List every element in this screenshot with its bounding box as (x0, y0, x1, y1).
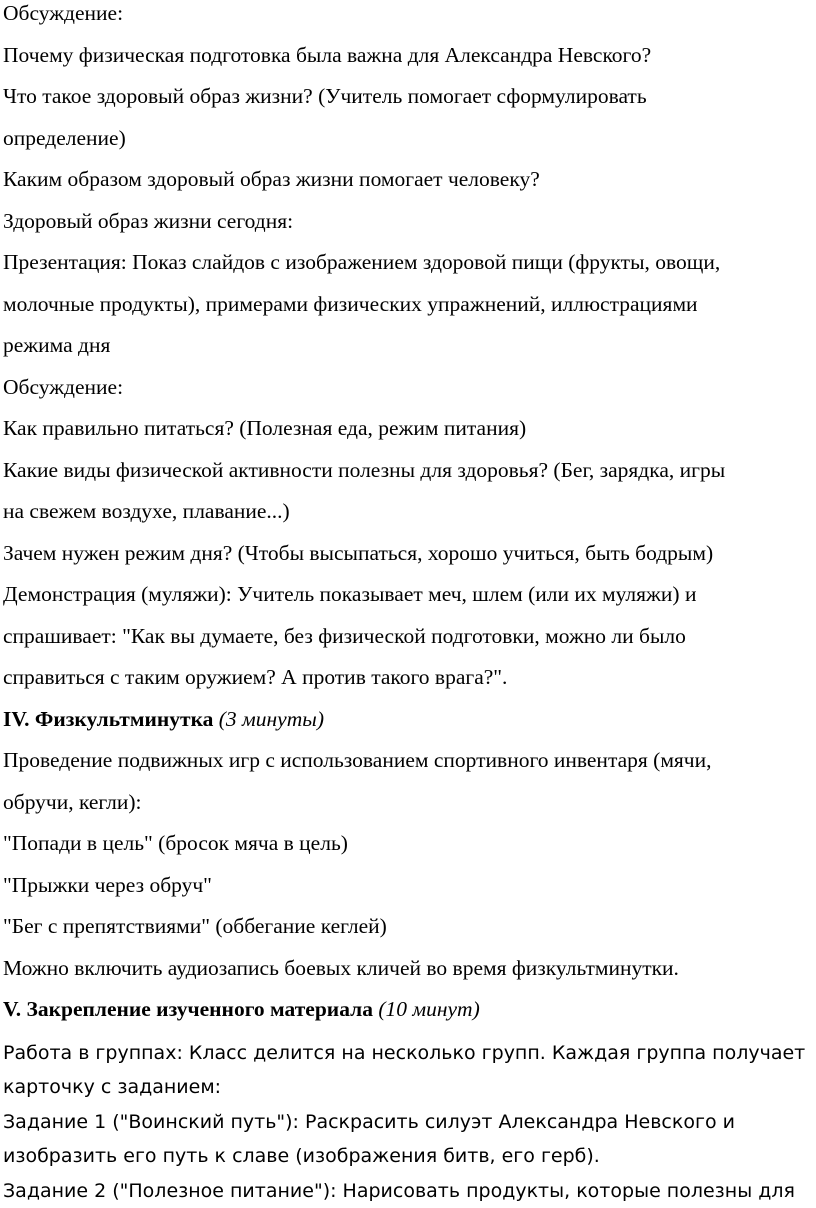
text-line: "Прыжки через обруч" (3, 872, 212, 897)
text-line: режима дня (3, 333, 111, 357)
text-line: Задание 2 ("Полезное питание"): Нарисовать продукты, которые полезны для (3, 1179, 795, 1202)
section-5-heading (0, 989, 816, 1031)
section-4-heading (0, 699, 816, 741)
text-line: на свежем воздухе, плавание...) (3, 499, 290, 523)
text-line: Обсуждение: (3, 374, 124, 399)
section-5 (0, 989, 816, 1208)
text-line: "Бег с препятствиями" (оббегание кеглей) (3, 914, 387, 938)
text-line: Какие виды физической активности полезны для здоровья? (Бег, зарядка, игры (3, 457, 726, 482)
group-work-block (0, 1036, 816, 1208)
text-line: Обсуждение: (3, 1, 124, 25)
text-line: Проведение подвижных игр с использованием спортивного инвентаря (мячи, (3, 748, 712, 772)
text-line: спрашивает: "Как вы думаете, без физической подготовки, можно ли было (3, 623, 686, 648)
text-line: Как правильно питаться? (Полезная еда, режим питания) (3, 416, 527, 440)
section-4-title: IV. Физкультминутка (3, 706, 214, 731)
text-line: изобразить его путь к славе (изображения битв, его герб). (3, 1145, 600, 1167)
text-line: молочные продукты), примерами физических упражнений, иллюстрациями (3, 291, 698, 316)
section-4-duration: (3 минуты) (218, 706, 324, 731)
text-line: справиться с таким оружием? А против такого врага?". (3, 665, 508, 689)
text-line: Можно включить аудиозапись боевых кличей во время физкультминутки. (3, 955, 679, 980)
text-line: обручи, кегли): (3, 789, 142, 814)
text-line: Что такое здоровый образ жизни? (Учитель помогает сформулировать (3, 84, 647, 108)
text-line: Демонстрация (муляжи): Учитель показывает меч, шлем (или их муляжи) и (3, 582, 697, 606)
section-5-title: V. Закрепление изученного материала (3, 997, 373, 1021)
text-line: Задание 1 ("Воинский путь"): Раскрасить силуэт Александра Невского и (3, 1110, 735, 1133)
text-line: определение) (3, 125, 126, 150)
text-line: Почему физическая подготовка была важна для Александра Невского? (3, 42, 652, 67)
text-line: Презентация: Показ слайдов с изображением здоровой пищи (фрукты, овощи, (3, 250, 721, 274)
text-line: Здоровый образ жизни сегодня: (3, 208, 294, 233)
text-line: карточку с заданием: (3, 1076, 222, 1098)
section-5-duration: (10 минут) (378, 997, 480, 1021)
text-line: Зачем нужен режим дня? (Чтобы высыпаться, хорошо учиться, быть бодрым) (3, 540, 714, 565)
text-line: "Попади в цель" (бросок мяча в цель) (3, 831, 348, 855)
section-4 (0, 699, 816, 990)
text-line: Каким образом здоровый образ жизни помогает человеку? (3, 167, 540, 191)
text-line: Работа в группах: Класс делится на несколько групп. Каждая группа получает (3, 1041, 806, 1064)
